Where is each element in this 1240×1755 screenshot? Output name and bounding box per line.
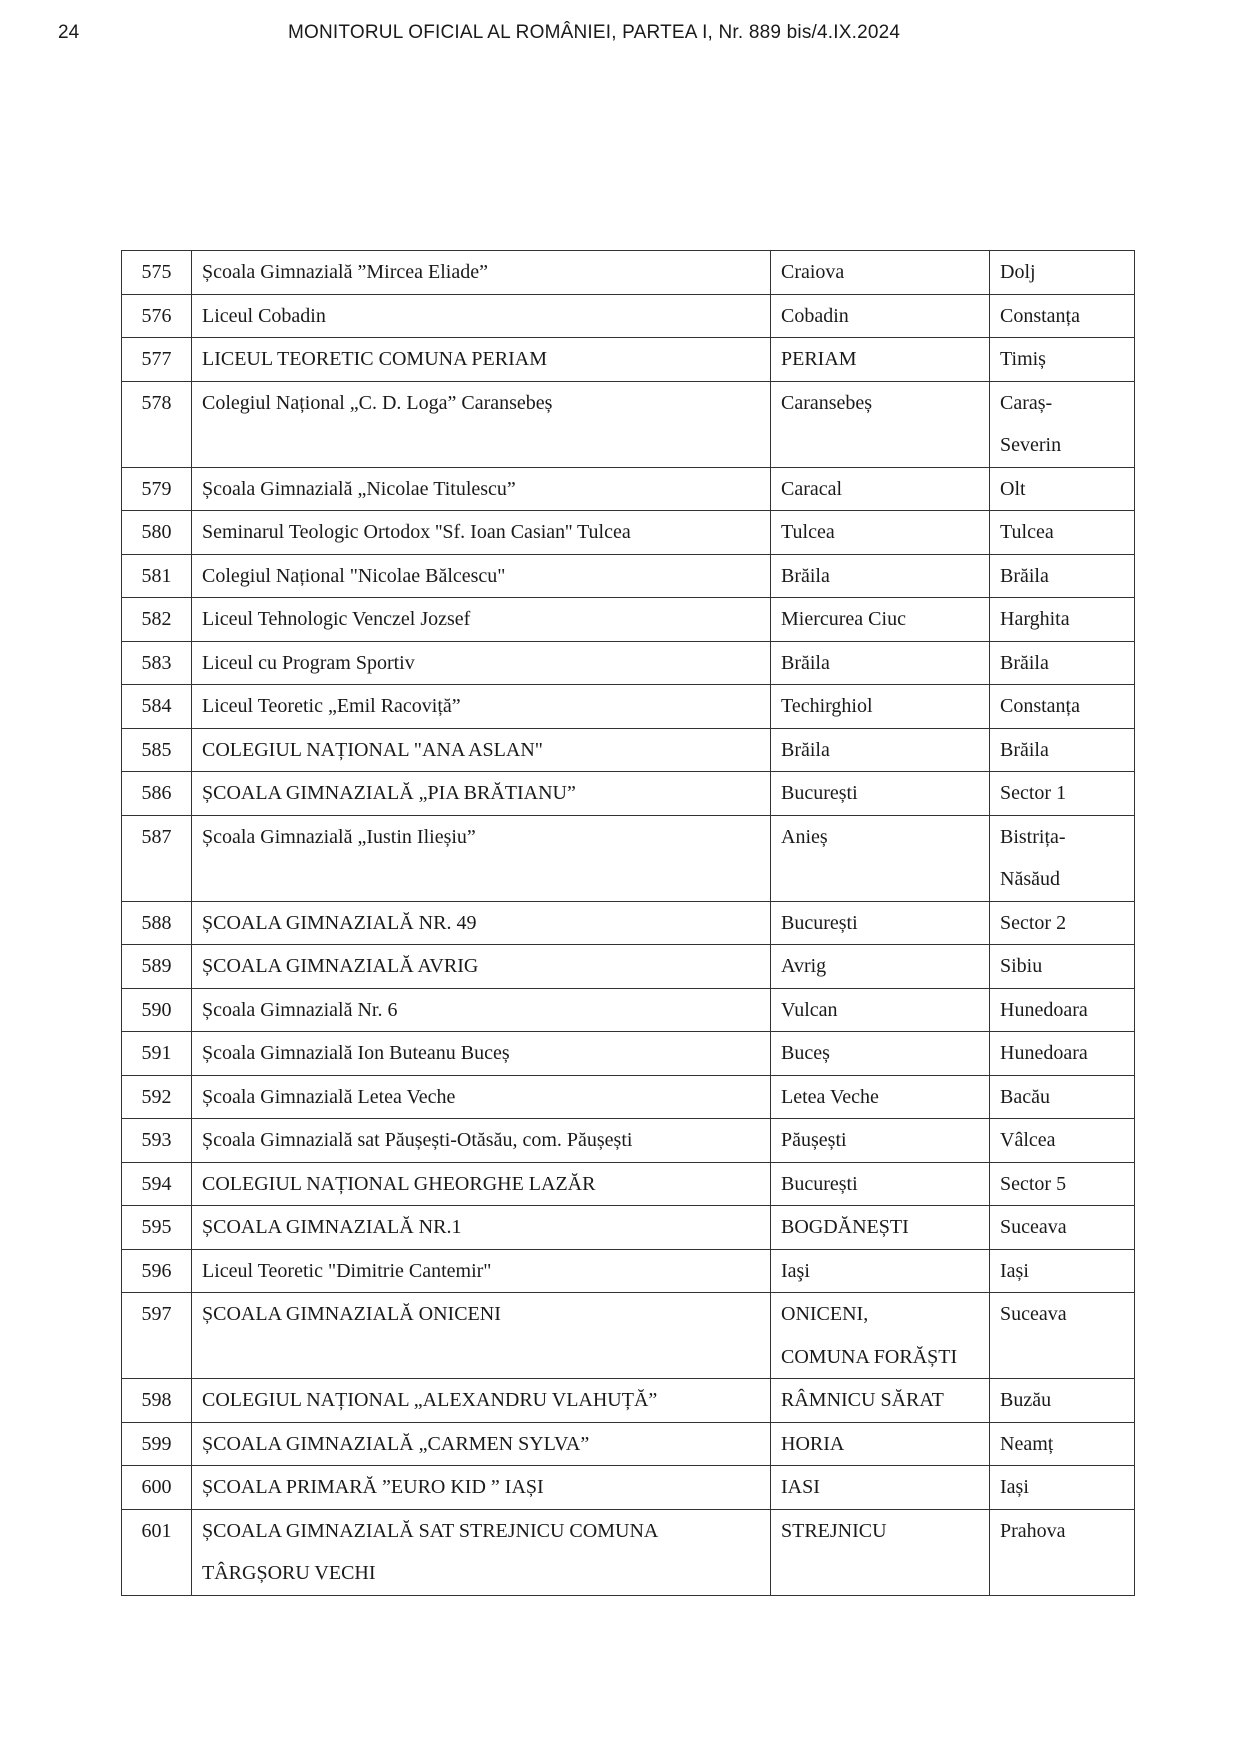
school-name-line: Liceul Cobadin xyxy=(202,304,326,327)
locality-line: Letea Veche xyxy=(781,1085,879,1108)
table-row xyxy=(122,1032,1135,1076)
locality-cell xyxy=(771,641,990,685)
row-number-cell: 582 xyxy=(122,598,192,642)
school-name-cell xyxy=(192,1075,771,1119)
table-row xyxy=(122,251,1135,295)
county-line: Brăila xyxy=(1000,651,1049,674)
row-number-cell: 599 xyxy=(122,1422,192,1466)
locality-cell xyxy=(771,1162,990,1206)
row-number-cell: 575 xyxy=(122,251,192,295)
county-cell xyxy=(990,511,1135,555)
county-line: Harghita xyxy=(1000,608,1070,630)
locality-line: Craiova xyxy=(781,261,845,283)
locality-cell xyxy=(771,1119,990,1163)
county-cell xyxy=(990,988,1135,1032)
locality-cell xyxy=(771,1293,990,1379)
locality-cell xyxy=(771,511,990,555)
school-name-line: ȘCOALA PRIMARĂ ”EURO KID ” IAȘI xyxy=(202,1476,544,1498)
table-row xyxy=(122,1162,1135,1206)
row-number-cell: 585 xyxy=(122,728,192,772)
county-cell xyxy=(990,1119,1135,1163)
county-cell xyxy=(990,1249,1135,1293)
locality-cell xyxy=(771,1379,990,1423)
table-row xyxy=(122,381,1135,467)
county-cell xyxy=(990,1075,1135,1119)
county-cell xyxy=(990,728,1135,772)
locality-cell xyxy=(771,728,990,772)
locality-line: Brăila xyxy=(781,564,830,587)
table-row xyxy=(122,598,1135,642)
school-name-cell xyxy=(192,1379,771,1423)
school-name-line: ȘCOALA GIMNAZIALĂ „PIA BRĂTIANU” xyxy=(202,782,576,804)
school-name-line: Liceul Teoretic "Dimitrie Cantemir" xyxy=(202,1259,492,1282)
school-name-line: Liceul Tehnologic Venczel Jozsef xyxy=(202,608,471,630)
school-name-line: Colegiul Național „C. D. Loga” Caransebeș xyxy=(202,391,553,414)
school-name-line: Școala Gimnazială Nr. 6 xyxy=(202,998,398,1021)
row-number-cell: 590 xyxy=(122,988,192,1032)
row-number-cell: 581 xyxy=(122,554,192,598)
school-name-line: TÂRGȘORU VECHI xyxy=(202,1562,376,1584)
locality-line: Brăila xyxy=(781,651,830,674)
schools-table-body xyxy=(122,251,1135,1596)
table-row xyxy=(122,511,1135,555)
table-row xyxy=(122,728,1135,772)
locality-cell xyxy=(771,381,990,467)
school-name-cell xyxy=(192,1032,771,1076)
table-row xyxy=(122,467,1135,511)
school-name-line: COLEGIUL NAȚIONAL "ANA ASLAN" xyxy=(202,738,543,761)
county-cell xyxy=(990,1422,1135,1466)
locality-line: Miercurea Ciuc xyxy=(781,608,906,630)
school-name-cell xyxy=(192,251,771,295)
row-number-cell: 577 xyxy=(122,338,192,382)
county-cell xyxy=(990,1206,1135,1250)
table-row xyxy=(122,815,1135,901)
locality-cell xyxy=(771,815,990,901)
row-number-cell: 588 xyxy=(122,901,192,945)
school-name-cell xyxy=(192,685,771,729)
school-name-line: ȘCOALA GIMNAZIALĂ NR. 49 xyxy=(202,911,477,934)
county-cell xyxy=(990,294,1135,338)
locality-line: HORIA xyxy=(781,1432,845,1455)
school-name-cell xyxy=(192,338,771,382)
school-name-cell xyxy=(192,728,771,772)
locality-cell xyxy=(771,338,990,382)
table-row xyxy=(122,1422,1135,1466)
school-name-cell xyxy=(192,1509,771,1595)
row-number-cell: 596 xyxy=(122,1249,192,1293)
table-row xyxy=(122,685,1135,729)
county-line: Prahova xyxy=(1000,1519,1066,1542)
school-name-cell xyxy=(192,772,771,816)
locality-line: IASI xyxy=(781,1476,820,1498)
school-name-cell xyxy=(192,1422,771,1466)
county-cell xyxy=(990,1293,1135,1379)
county-cell xyxy=(990,554,1135,598)
row-number-cell: 587 xyxy=(122,815,192,901)
locality-cell xyxy=(771,467,990,511)
county-line: Hunedoara xyxy=(1000,1042,1088,1064)
row-number-cell: 592 xyxy=(122,1075,192,1119)
school-name-cell xyxy=(192,554,771,598)
locality-line: Păușești xyxy=(781,1129,847,1151)
county-line: Tulcea xyxy=(1000,521,1054,543)
school-name-cell xyxy=(192,1206,771,1250)
county-line: Sector 5 xyxy=(1000,1172,1067,1195)
locality-line: BOGDĂNEȘTI xyxy=(781,1216,909,1238)
table-row xyxy=(122,1206,1135,1250)
row-number-cell: 589 xyxy=(122,945,192,989)
row-number-cell: 594 xyxy=(122,1162,192,1206)
school-name-cell xyxy=(192,1466,771,1510)
locality-cell xyxy=(771,1422,990,1466)
county-line: Olt xyxy=(1000,477,1026,500)
county-line: Buzău xyxy=(1000,1389,1052,1411)
locality-line: Tulcea xyxy=(781,521,835,543)
school-name-cell xyxy=(192,467,771,511)
school-name-line: Colegiul Național "Nicolae Bălcescu" xyxy=(202,564,506,587)
school-name-line: Seminarul Teologic Ortodox ''Sf. Ioan Casian'' Tulcea xyxy=(202,521,631,543)
county-line: Neamț xyxy=(1000,1432,1054,1455)
school-name-line: COLEGIUL NAȚIONAL GHEORGHE LAZĂR xyxy=(202,1172,596,1195)
row-number-cell: 600 xyxy=(122,1466,192,1510)
county-line: Sibiu xyxy=(1000,955,1043,977)
locality-line: București xyxy=(781,782,858,804)
table-row xyxy=(122,945,1135,989)
table-row xyxy=(122,338,1135,382)
school-name-cell xyxy=(192,641,771,685)
row-number-cell: 601 xyxy=(122,1509,192,1595)
locality-line: Buceș xyxy=(781,1042,830,1064)
locality-line: Caracal xyxy=(781,477,843,500)
locality-line: Brăila xyxy=(781,738,830,761)
county-cell xyxy=(990,251,1135,295)
locality-line: COMUNA FORĂȘTI xyxy=(781,1345,958,1368)
row-number-cell: 591 xyxy=(122,1032,192,1076)
county-line: Iași xyxy=(1000,1476,1029,1498)
school-name-cell xyxy=(192,945,771,989)
county-line: Iași xyxy=(1000,1259,1029,1282)
school-name-cell xyxy=(192,381,771,467)
table-row xyxy=(122,1293,1135,1379)
locality-line: Caransebeș xyxy=(781,391,873,414)
county-line: Constanța xyxy=(1000,695,1080,717)
locality-cell xyxy=(771,901,990,945)
row-number-cell: 595 xyxy=(122,1206,192,1250)
county-line: Suceava xyxy=(1000,1303,1067,1325)
county-line: Bacău xyxy=(1000,1085,1050,1108)
school-name-line: Școala Gimnazială ”Mircea Eliade” xyxy=(202,261,488,283)
row-number-cell: 583 xyxy=(122,641,192,685)
table-row xyxy=(122,1509,1135,1595)
school-name-cell xyxy=(192,1249,771,1293)
county-cell xyxy=(990,641,1135,685)
row-number-cell: 597 xyxy=(122,1293,192,1379)
locality-cell xyxy=(771,988,990,1032)
county-line: Brăila xyxy=(1000,564,1049,587)
school-name-line: ȘCOALA GIMNAZIALĂ „CARMEN SYLVA” xyxy=(202,1432,590,1455)
school-name-line: Școala Gimnazială Letea Veche xyxy=(202,1085,456,1108)
county-line: Sector 2 xyxy=(1000,911,1067,934)
table-row xyxy=(122,1075,1135,1119)
school-name-line: COLEGIUL NAȚIONAL „ALEXANDRU VLAHUȚĂ” xyxy=(202,1389,658,1411)
row-number-cell: 586 xyxy=(122,772,192,816)
table-row xyxy=(122,1466,1135,1510)
row-number-cell: 584 xyxy=(122,685,192,729)
locality-cell xyxy=(771,1466,990,1510)
school-name-line: ȘCOALA GIMNAZIALĂ AVRIG xyxy=(202,955,479,977)
locality-line: STREJNICU xyxy=(781,1519,887,1542)
county-line: Constanța xyxy=(1000,304,1080,327)
county-cell xyxy=(990,1509,1135,1595)
locality-cell xyxy=(771,685,990,729)
locality-cell xyxy=(771,1075,990,1119)
county-cell xyxy=(990,945,1135,989)
county-line: Hunedoara xyxy=(1000,998,1088,1021)
school-name-cell xyxy=(192,1162,771,1206)
school-name-line: ȘCOALA GIMNAZIALĂ NR.1 xyxy=(202,1216,462,1238)
row-number-cell: 576 xyxy=(122,294,192,338)
school-name-line: Liceul cu Program Sportiv xyxy=(202,651,415,674)
locality-cell xyxy=(771,772,990,816)
table-row xyxy=(122,1119,1135,1163)
county-cell xyxy=(990,381,1135,467)
county-line: Dolj xyxy=(1000,261,1036,283)
locality-cell xyxy=(771,1509,990,1595)
row-number-cell: 580 xyxy=(122,511,192,555)
locality-line: Anieș xyxy=(781,825,828,848)
county-cell xyxy=(990,338,1135,382)
publication-title: MONITORUL OFICIAL AL ROMÂNIEI, PARTEA I, Nr. 889 bis/4.IX.2024 xyxy=(288,22,901,43)
school-name-line: ȘCOALA GIMNAZIALĂ ONICENI xyxy=(202,1303,501,1325)
table-row xyxy=(122,772,1135,816)
locality-line: Cobadin xyxy=(781,304,849,327)
row-number-cell: 598 xyxy=(122,1379,192,1423)
school-name-cell xyxy=(192,598,771,642)
page-number: 24 xyxy=(58,22,80,43)
school-name-cell xyxy=(192,1293,771,1379)
page-header xyxy=(58,22,1182,52)
county-cell xyxy=(990,772,1135,816)
table-row xyxy=(122,554,1135,598)
county-line: Brăila xyxy=(1000,738,1049,761)
school-name-cell xyxy=(192,294,771,338)
locality-line: Vulcan xyxy=(781,998,838,1021)
county-line: Sector 1 xyxy=(1000,782,1067,804)
school-name-cell xyxy=(192,1119,771,1163)
county-cell xyxy=(990,1466,1135,1510)
county-line: Vâlcea xyxy=(1000,1129,1056,1151)
locality-line: Techirghiol xyxy=(781,695,873,717)
school-name-line: Școala Gimnazială Ion Buteanu Buceș xyxy=(202,1042,510,1064)
locality-line: Iaşi xyxy=(781,1259,810,1282)
school-name-line: Școala Gimnazială „Nicolae Titulescu” xyxy=(202,477,516,500)
county-cell xyxy=(990,598,1135,642)
table-row xyxy=(122,1249,1135,1293)
county-line: Severin xyxy=(1000,434,1062,456)
row-number-cell: 578 xyxy=(122,381,192,467)
table-row xyxy=(122,1379,1135,1423)
county-cell xyxy=(990,901,1135,945)
locality-line: ONICENI, xyxy=(781,1303,869,1325)
table-row xyxy=(122,641,1135,685)
county-line: Bistrița- xyxy=(1000,825,1066,848)
locality-cell xyxy=(771,1032,990,1076)
school-name-line: ȘCOALA GIMNAZIALĂ SAT STREJNICU COMUNA xyxy=(202,1519,659,1542)
school-name-cell xyxy=(192,901,771,945)
locality-cell xyxy=(771,945,990,989)
table-row xyxy=(122,988,1135,1032)
county-line: Timiș xyxy=(1000,348,1046,370)
school-name-cell xyxy=(192,815,771,901)
locality-cell xyxy=(771,1249,990,1293)
table-row xyxy=(122,294,1135,338)
locality-line: RÂMNICU SĂRAT xyxy=(781,1389,944,1411)
county-cell xyxy=(990,1032,1135,1076)
locality-line: București xyxy=(781,1172,858,1195)
locality-cell xyxy=(771,554,990,598)
locality-cell xyxy=(771,251,990,295)
county-cell xyxy=(990,815,1135,901)
school-name-line: Școala Gimnazială „Iustin Ilieșiu” xyxy=(202,825,476,848)
school-name-cell xyxy=(192,988,771,1032)
county-cell xyxy=(990,685,1135,729)
county-cell xyxy=(990,467,1135,511)
locality-cell xyxy=(771,294,990,338)
county-line: Năsăud xyxy=(1000,868,1060,890)
county-cell xyxy=(990,1162,1135,1206)
locality-cell xyxy=(771,598,990,642)
row-number-cell: 579 xyxy=(122,467,192,511)
school-name-line: Liceul Teoretic „Emil Racoviță” xyxy=(202,695,461,717)
county-line: Caraș- xyxy=(1000,391,1053,414)
locality-cell xyxy=(771,1206,990,1250)
schools-table xyxy=(121,250,1135,1596)
locality-line: Avrig xyxy=(781,955,827,977)
table-row xyxy=(122,901,1135,945)
school-name-line: Școala Gimnazială sat Păușești-Otăsău, com. Păușești xyxy=(202,1129,633,1151)
school-name-cell xyxy=(192,511,771,555)
row-number-cell: 593 xyxy=(122,1119,192,1163)
county-cell xyxy=(990,1379,1135,1423)
county-line: Suceava xyxy=(1000,1216,1067,1238)
school-name-line: LICEUL TEORETIC COMUNA PERIAM xyxy=(202,348,547,370)
locality-line: București xyxy=(781,911,858,934)
locality-line: PERIAM xyxy=(781,348,857,370)
